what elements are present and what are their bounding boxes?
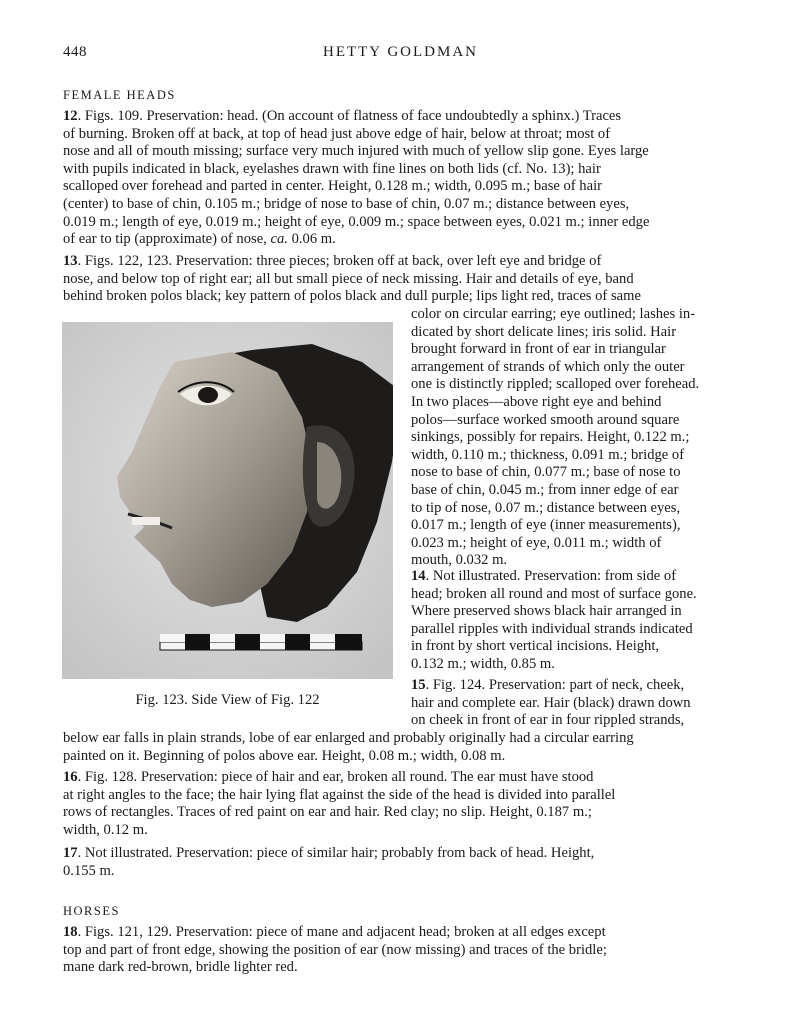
text-line: top and part of front edge, showing the position of ear (now missing) and traces of the bridle;	[63, 941, 607, 958]
text-line: mane dark red-brown, bridle lighter red.	[63, 959, 298, 976]
text-line: nose, and below top of right ear; all but small piece of neck missing. Hair and details of eye, band	[63, 270, 634, 287]
entry-13	[63, 253, 738, 306]
entry-15-continued	[63, 730, 738, 765]
text-line: at right angles to the face; the hair lying flat against the side of the head is divided into parallel	[63, 786, 616, 803]
text-line: painted on it. Beginning of polos above ear. Height, 0.08 m.; width, 0.08 m.	[63, 747, 506, 764]
text-line: Where preserved shows black hair arranged in	[411, 603, 682, 620]
entry-number: 13	[63, 253, 78, 269]
text-line: 0.017 m.; length of eye (inner measurements),	[411, 517, 681, 534]
text-line: below ear falls in plain strands, lobe of ear enlarged and probably originally had a circular earring	[63, 730, 634, 746]
text-line: nose and all of mouth missing; surface very much injured with much of yellow slip gone. Eyes large	[63, 143, 649, 160]
entry-15	[411, 677, 738, 730]
entry-number: 12	[63, 108, 78, 124]
entry-number: 14	[411, 568, 426, 584]
entry-17	[63, 845, 738, 880]
text-line: . Figs. 122, 123. Preservation: three pieces; broken off at back, over left eye and bridge of	[77, 253, 602, 269]
text-line: to tip of nose, 0.07 m.; distance between eyes,	[411, 499, 681, 516]
running-title: HETTY GOLDMAN	[322, 44, 478, 60]
text-line: rows of rectangles. Traces of red paint on ear and hair. Red clay; no slip. Height, 0.187 m.;	[63, 804, 592, 821]
entry-14	[411, 568, 738, 674]
entry-number: 17	[63, 845, 78, 861]
text-line: 0.132 m.; width, 0.85 m.	[411, 655, 555, 672]
text-line: width, 0.12 m.	[63, 821, 148, 838]
text-line: in front by short vertical incisions. Height,	[411, 638, 660, 655]
text-line: . Figs. 121, 129. Preservation: piece of mane and adjacent head; broken at all edges except	[77, 924, 606, 940]
text-line: width, 0.110 m.; thickness, 0.091 m.; bridge of	[411, 446, 685, 463]
text-line: hair and complete ear. Hair (black) drawn down	[411, 694, 691, 711]
text-line: . Not illustrated. Preservation: piece of similar hair; probably from back of head. Height,	[77, 845, 595, 861]
text-line: 0.155 m.	[63, 862, 115, 879]
text-line: color on circular earring; eye outlined; lashes in-	[411, 306, 696, 322]
text-line: of burning. Broken off at back, at top of head just above edge of hair, below at throat; most of	[63, 125, 611, 142]
text-line: mouth, 0.032 m.	[411, 552, 508, 569]
entry-18	[63, 924, 738, 977]
text-line: with pupils indicated in black, eyelashes drawn with fine lines on both lids (cf. No. 13); hair	[63, 160, 601, 177]
entry-number: 16	[63, 769, 78, 785]
entry-16	[63, 769, 738, 839]
text-line: . Figs. 109. Preservation: head. (On account of flatness of face undoubtedly a sphinx.) Traces	[77, 108, 622, 124]
text-line: scalloped over forehead and parted in center. Height, 0.128 m.; width, 0.095 m.; base of hair	[63, 178, 602, 195]
text-line: parallel ripples with individual strands indicated	[411, 620, 693, 637]
text-line: behind broken polos black; key pattern of polos black and dull purple; lips light red, traces of same	[63, 288, 641, 305]
text-line: . Not illustrated. Preservation: from side of	[425, 568, 677, 584]
entry-number: 18	[63, 924, 78, 940]
text-line: on cheek in front of ear in four rippled strands,	[411, 712, 685, 729]
entry-number: 15	[411, 677, 426, 693]
text-line: sinkings, possibly for repairs. Height, 0.122 m.;	[411, 429, 690, 446]
text-line: of ear to tip (approximate) of nose, ca. 0.06 m.	[63, 231, 336, 248]
text-line: dicated by short delicate lines; iris solid. Hair	[411, 323, 677, 340]
figure-photograph-sphinx-head	[62, 322, 393, 679]
photo-illustration	[62, 322, 393, 679]
text-line: brought forward in front of ear in triangular	[411, 341, 666, 358]
section-heading-female-heads: FEMALE HEADS	[63, 88, 176, 102]
text-line: head; broken all round and most of surface gone.	[411, 585, 697, 602]
section-heading-horses: HORSES	[63, 904, 120, 918]
text-line: polos—surface worked smooth around square	[411, 411, 680, 428]
text-line: (center) to base of chin, 0.105 m.; bridge of nose to base of chin, 0.07 m.; distance between eyes,	[63, 195, 630, 212]
text-line: 0.019 m.; length of eye, 0.019 m.; height of eye, 0.009 m.; space between eyes, 0.021 m.; inner edge	[63, 213, 650, 230]
text-line: base of chin, 0.045 m.; from inner edge of ear	[411, 481, 679, 498]
text-line: 0.023 m.; height of eye, 0.011 m.; width of	[411, 534, 662, 551]
entry-12	[63, 108, 738, 249]
text-line: one is distinctly rippled; scalloped over forehead.	[411, 376, 700, 393]
text-line: . Fig. 124. Preservation: part of neck, cheek,	[425, 677, 685, 693]
page-number: 448	[63, 44, 87, 60]
text-line: nose to base of chin, 0.077 m.; base of nose to	[411, 464, 681, 481]
text-line: arrangement of strands of which only the outer	[411, 358, 685, 375]
entry-13-continued	[411, 306, 738, 570]
text-line: . Fig. 128. Preservation: piece of hair and ear, broken all round. The ear must have stood	[77, 769, 594, 785]
figure-caption: Fig. 123. Side View of Fig. 122	[135, 692, 320, 708]
text-line: In two places—above right eye and behind	[411, 393, 662, 410]
